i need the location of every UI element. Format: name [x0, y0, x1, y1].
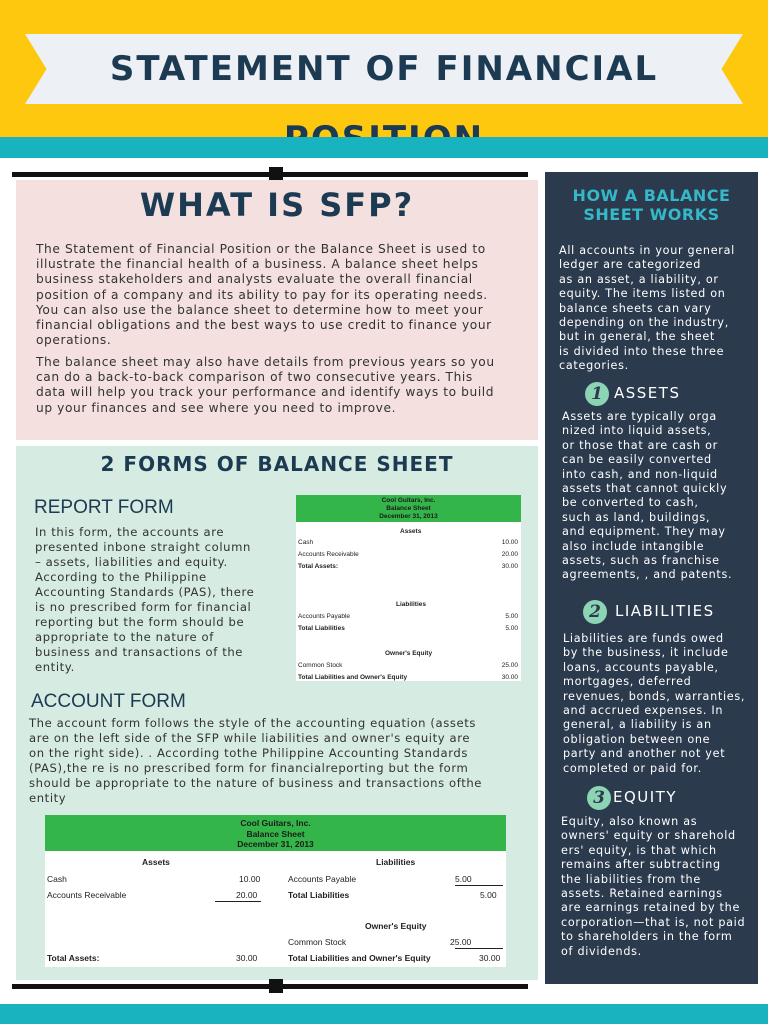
account-form-sheet: Cool Guitars, Inc. Balance Sheet December 31, 2013 Assets Liabilities Cash 10.00 Accounts Payable 5.00 Accounts Receivable 20.00 Total Liabilities 5.00 Owner's Equity Common Stock 25.00 Total Assets: 30.00 Total Liabilities and Owner's Equity 30.00 [45, 815, 506, 967]
liabilities-number-badge: 2 [583, 600, 607, 624]
what-is-sfp-title: WHAT IS SFP? [139, 186, 415, 224]
sidebar-title: HOW A BALANCE SHEET WORKS [572, 186, 731, 224]
liabilities-text: Liabilities are funds owed by the business, it include loans, accounts payable, mortgages, deferred revenues, bonds, warranties, and accrued expenses. In general, a liability is an obligation between one party and another not yet completed or paid for. [563, 632, 746, 775]
page-title: STATEMENT OF FINANCIAL [109, 49, 659, 89]
ap-underline [455, 885, 503, 886]
header-stripe [0, 137, 768, 158]
what-paragraph-2: The balance sheet may also have details from previous years so you can do a back-to-back comparison of two consecutive years. This data will help you track your performance and identify ways to build up your finances and see where you need to improve. [36, 355, 495, 415]
top-divider-knob [269, 167, 283, 181]
report-sheet-header: Cool Guitars, Inc. Balance Sheet December 31, 2013 [296, 495, 521, 522]
footer-stripe [0, 1004, 768, 1024]
forms-title: 2 FORMS OF BALANCE SHEET [100, 452, 454, 476]
assets-text: Assets are typically orga nized into liquid assets, or those that are cash or can be easily converted into cash, and non-liquid assets that cannot quickly be converted to cash, such as land, buildings, and equipment. They may also include intangible assets, such as franchise agreements, , and patents. [562, 410, 733, 582]
account-form-text: The account form follows the style of the accounting equation (assets are on the left side of the SFP while liabilities and owner's equity are on the right side). . According tothe Philippine Accounting Standards (PAS),the re is no prescribed form for financialreporting but the form should be appropriate to the nature of business and transactions ofthe entity [29, 716, 483, 805]
report-form-sheet: Cool Guitars, Inc. Balance Sheet December 31, 2013 Assets Cash 10.00 Accounts Receivable 20.00 Total Assets: 30.00 Liabilities Accounts Payable 5.00 Total Liabilities 5.00 Owner's Equity Common Stock 25.00 Total Liabilities and Owner's Equity 30.00 [296, 495, 521, 681]
report-form-text: In this form, the accounts are presented inbone straight column – assets, liabilities and equity. According to the Philippine Accounting Standards (PAS), there is no prescribed form for financial reporting but the form should be appropriate to the nature of business and transactions of the entity. [35, 525, 255, 674]
liabilities-heading: LIABILITIES [615, 602, 715, 620]
account-sheet-header: Cool Guitars, Inc. Balance Sheet December 31, 2013 [45, 815, 506, 851]
sidebar-intro: All accounts in your general ledger are categorized as an asset, a liability, or equity. The items listed on balance sheets can vary depending on the industry, but in general, the sheet is divided into these three categories. [559, 244, 735, 373]
equity-text: Equity, also known as owners' equity or sharehold ers' equity, is that which remains after subtracting the liabilities from the assets. Retained earnings are earnings retained by the corporation—that is, not paid to shareholders in the form of dividends. [561, 815, 746, 958]
assets-heading: ASSETS [614, 384, 681, 402]
cs-underline [455, 948, 503, 949]
assets-number-badge: 1 [585, 382, 609, 406]
equity-number-badge: 3 [587, 786, 611, 810]
bottom-divider-knob [269, 979, 283, 993]
ar-underline [215, 901, 261, 902]
what-paragraph-1: The Statement of Financial Position or the Balance Sheet is used to illustrate the financial health of a business. A balance sheet helps business stakeholders and analysts evaluate the overall financial position of a company and its ability to pay for its operating needs. You can also use the balance sheet to determine how to meet your financial obligations and the best ways to use credit to finance your operations. [36, 242, 492, 348]
equity-heading: EQUITY [613, 788, 678, 806]
account-form-title: ACCOUNT FORM [31, 691, 186, 712]
report-form-title: REPORT FORM [34, 497, 174, 518]
